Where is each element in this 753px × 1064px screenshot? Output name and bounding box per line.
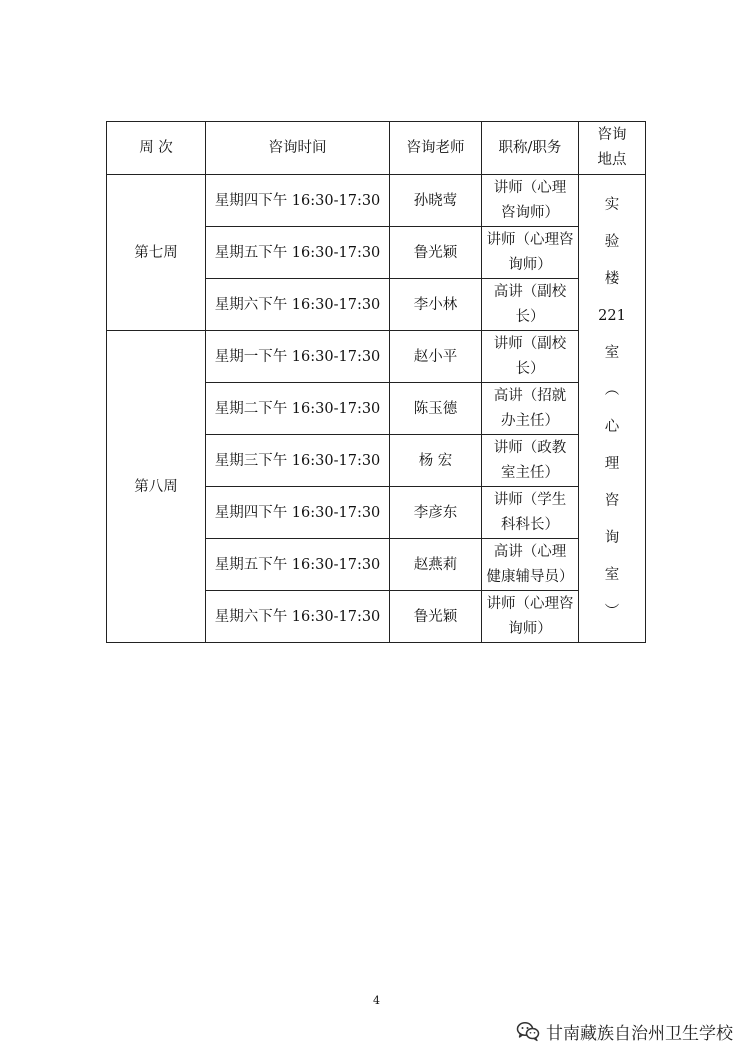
title-cell [482,487,579,539]
title-cell [482,591,579,643]
title-line: 高讲（心理 [493,543,567,560]
title-line: 讲师（副校 [493,335,567,352]
title-line: 讲师（心理 [493,179,567,196]
title-cell [482,435,579,487]
time-cell: 星期六下午 16:30-17:30 [206,279,390,331]
location-char: 咨 [604,492,620,509]
teacher-cell: 赵燕莉 [390,539,482,591]
week-label: 第八周 [107,331,206,643]
title-cell [482,383,579,435]
time-cell: 星期一下午 16:30-17:30 [206,331,390,383]
teacher-cell: 孙晓莺 [390,175,482,227]
title-line: 讲师（心理咨 [486,231,574,248]
teacher-cell: 李彦东 [390,487,482,539]
title-line: 室主任） [501,464,559,481]
teacher-cell: 李小林 [390,279,482,331]
location-char: 实 [604,196,620,213]
location-char: ︶ [604,603,620,620]
location-char: ︵ [604,381,620,398]
header-location-text: 咨询地点 [597,127,627,168]
title-cell [482,279,579,331]
consultation-schedule-table [106,121,646,643]
teacher-cell: 鲁光颖 [390,591,482,643]
title-line: 办主任） [501,412,559,429]
wechat-icon [516,1020,540,1042]
time-cell: 星期四下午 16:30-17:30 [206,175,390,227]
time-cell: 星期四下午 16:30-17:30 [206,487,390,539]
week-label: 第七周 [107,175,206,331]
teacher-cell: 陈玉德 [390,383,482,435]
teacher-cell: 赵小平 [390,331,482,383]
title-cell [482,227,579,279]
title-cell [482,331,579,383]
location-char: 询 [604,529,620,546]
teacher-cell: 鲁光颖 [390,227,482,279]
time-cell: 星期三下午 16:30-17:30 [206,435,390,487]
time-cell: 星期二下午 16:30-17:30 [206,383,390,435]
title-line: 讲师（心理咨 [486,595,574,612]
header-week: 周 次 [107,122,206,175]
table-header-row [107,122,646,175]
title-line: 长） [515,308,545,325]
watermark-text: 甘南藏族自治州卫生学校 [546,1023,733,1044]
title-line: 长） [515,360,545,377]
header-time: 咨询时间 [206,122,390,175]
time-cell: 星期五下午 16:30-17:30 [206,227,390,279]
location-char: 理 [604,455,620,472]
title-cell [482,539,579,591]
location-char: 验 [604,233,620,250]
teacher-cell: 杨 宏 [390,435,482,487]
header-teacher: 咨询老师 [390,122,482,175]
header-location [579,122,646,175]
header-title: 职称/职务 [482,122,579,175]
location-char: 室 [604,344,620,361]
title-line: 高讲（副校 [493,283,567,300]
title-line: 询师） [508,620,552,637]
location-char: 221 [598,307,626,324]
title-line: 健康辅导员） [486,568,574,585]
title-line: 高讲（招就 [493,387,567,404]
title-line: 询师） [508,256,552,273]
title-line: 讲师（学生 [493,491,567,508]
title-cell [482,175,579,227]
time-cell: 星期六下午 16:30-17:30 [206,591,390,643]
title-line: 讲师（政教 [493,439,567,456]
table-row [107,331,646,383]
location-char: 心 [604,418,620,435]
page-number: 4 [373,994,380,1007]
title-line: 咨询师） [501,204,559,221]
location-char: 室 [604,566,620,583]
time-cell: 星期五下午 16:30-17:30 [206,539,390,591]
title-line: 科科长） [501,516,559,533]
account-watermark [516,1018,733,1044]
location-char: 楼 [604,270,620,287]
table-row [107,175,646,227]
location-cell [579,175,646,643]
